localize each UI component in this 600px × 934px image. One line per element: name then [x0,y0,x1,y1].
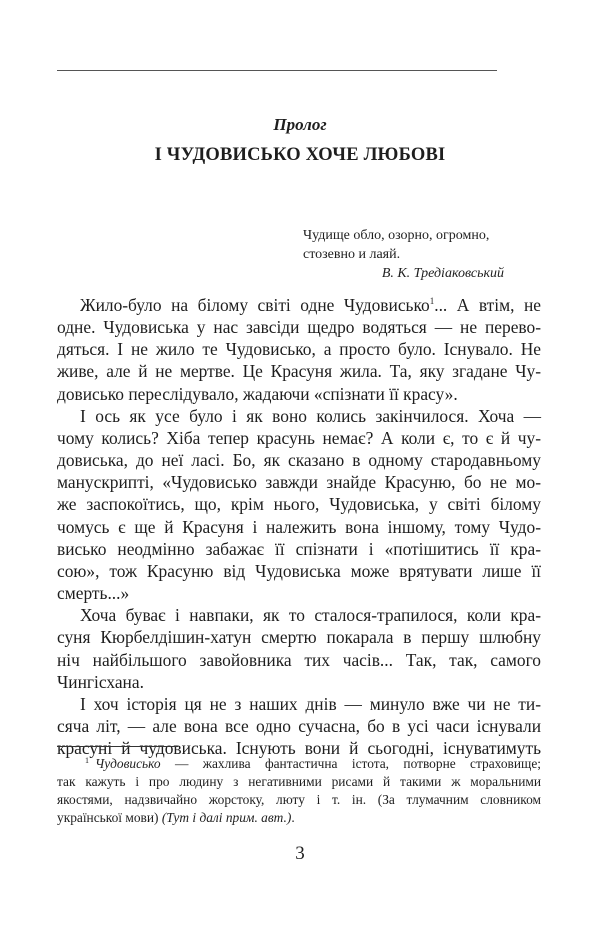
text-fragment: — жахлива фантастична істота, потворне страховище; [160,756,541,771]
footnote-line: якостями, надзвичайно жорстоку, люту і т. ін. (За тлумачним словником [57,792,541,807]
page-number: 3 [295,843,305,864]
chapter-title: І ЧУДОВИСЬКО ХОЧЕ ЛЮБОВІ [154,145,446,165]
footnote-line [57,752,541,773]
text-line: І ось як усе було і як воно колись закінчилося. Хоча — [80,405,541,426]
text-fragment: . [291,810,295,825]
footnote-rule [57,746,178,747]
epigraph-line: Чудище обло, озорно, огромно, [303,228,490,243]
text-line: Чингісхана. [57,671,144,692]
text-line: смерть...» [57,583,130,604]
text-line: сою», тож Красуню від Чудовиська може врятувати лише її [57,560,541,581]
text-line: чому колись? Хіба тепер красунь немає? А коли є, то є й чу- [57,427,541,448]
footnote-marker: 1 [85,756,89,765]
text-line: манускрипті, «Чудовисько завжди знайде Красуню, бо не мо- [57,472,541,493]
epigraph-author: В. К. Тредіаковський [381,266,504,281]
footnote-line [57,809,541,827]
text-line: чомусь є ще й Красуня і належить вона іншому, тому Чудо- [57,516,541,537]
footnote-ref[interactable]: 1 [429,296,435,306]
epigraph-line: стозевно и лаяй. [303,247,401,262]
footnote-line: так кажуть і про людину з негативними рисами й такими ж моральними [57,774,541,789]
text-line: І хоч історія ця не з наших днів — минуло вже чи не ти- [80,693,541,714]
text-line: довиська, до неї ласі. Бо, як сказано в одному стародавньому [57,450,541,471]
author-note: (Тут і далі прим. авт.) [161,810,292,825]
text-fragment: української мови) [57,810,162,825]
text-line: живе, але й не мертве. Це Красуня жила. Та, яку згадане Чу- [57,361,541,382]
text-line: суня Кюрбелдішин-хатун смертю покарала в першу шлюбну [57,627,541,648]
text-fragment: Жило-було на білому світі одне Чудовисько [80,295,430,315]
text-line: довисько переслідувало, жадаючи «спізнати її красу». [57,383,458,404]
text-line: красуні й чудовиська. Існують вони й сьогодні, існуватимуть [57,738,541,759]
header-rule [57,70,497,71]
body-text [57,290,541,759]
epigraph [303,226,543,283]
text-fragment: ... А втім, не [434,295,541,315]
footnote [57,752,541,827]
text-line: висько неодмінно забажає її спізнати і «потішитись її кра- [57,538,541,559]
footnote-term: Чудовисько [95,756,161,771]
text-line: же заспокоїтись, що, крім нього, Чудовиська, у світі білому [57,494,541,515]
text-line: Хоча буває і навпаки, як то сталося-трапилося, коли кра- [80,605,541,626]
text-line: сяча літ, — але вона все одно сучасна, бо в усі часи існували [57,715,541,736]
text-line [57,290,541,316]
text-line: ніч найбільшого завойовника тих часів... Так, так, самого [57,649,541,670]
text-line: одне. Чудовиська у нас завсіди щедро водяться — не перево- [57,317,541,338]
section-label: Пролог [273,115,327,134]
text-line: дяться. І не жило те Чудовисько, а просто було. Існувало. Не [57,339,541,360]
